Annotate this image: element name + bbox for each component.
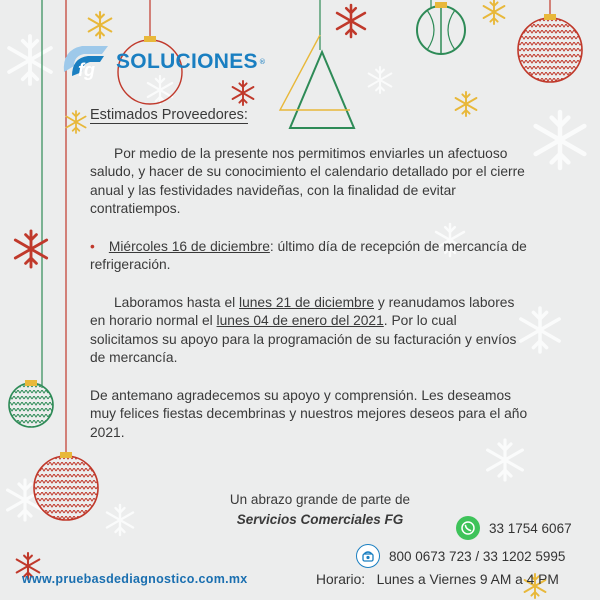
paragraph-schedule	[90, 294, 528, 368]
business-hours	[316, 572, 559, 587]
phone-contact	[356, 544, 565, 568]
whatsapp-icon	[456, 516, 480, 540]
registered-mark: ®	[258, 58, 266, 66]
phone-numbers: 800 0673 723 / 33 1202 5995	[389, 548, 566, 564]
paragraph-intro	[90, 145, 528, 219]
paragraph-reception-deadline	[90, 238, 528, 275]
paragraph-thanks: De antemano agradecemos su apoyo y comprensión. Les deseamos muy felices fiestas decembrinas y nuestros mejores deseos para el año 2021.	[90, 387, 528, 440]
schedule-text-1: Laboramos hasta el	[114, 294, 240, 310]
fg-logo-icon	[58, 42, 112, 82]
deadline-text: : último día de recepción de mercancía de refrigeración.	[90, 238, 527, 272]
closing-date: lunes 21 de diciembre	[239, 294, 375, 310]
reopening-date: lunes 04 de enero del 2021	[216, 313, 384, 328]
whatsapp-contact	[456, 516, 572, 540]
logo-wordmark: SOLUCIONES	[116, 50, 258, 73]
intro-text: Por medio de la presente nos permitimos enviarles un afectuoso saludo, y hacer de su conocimiento el calendario detallado por el cierre anual y las festividades navideñas, con la finalidad de evitar contratiempos.	[90, 145, 525, 216]
company-logo	[58, 42, 266, 82]
greeting: Estimados Proveedores:	[90, 107, 248, 123]
schedule-text-3: . Por lo cual solicitamos su apoyo para la programación de su facturación y envíos de mercancía.	[90, 313, 517, 365]
bullet-icon: •	[90, 238, 95, 254]
company-name: Servicios Comerciales FG	[236, 512, 404, 527]
hours-label: Horario:	[316, 572, 366, 587]
hours-value: Lunes a Viernes 9 AM a 4 PM	[376, 572, 559, 587]
website-link[interactable]: www.pruebasdediagnostico.com.mx	[22, 572, 248, 586]
svg-text:fg: fg	[78, 60, 95, 80]
closing-signature	[205, 490, 435, 530]
phone-icon	[356, 544, 380, 568]
deadline-date: Miércoles 16 de diciembre	[108, 238, 270, 254]
whatsapp-number: 33 1754 6067	[489, 520, 572, 536]
closing-line: Un abrazo grande de parte de	[229, 492, 411, 507]
letter-body	[90, 106, 528, 461]
schedule-text-2: y reanudamos labores en horario normal el	[90, 294, 515, 328]
